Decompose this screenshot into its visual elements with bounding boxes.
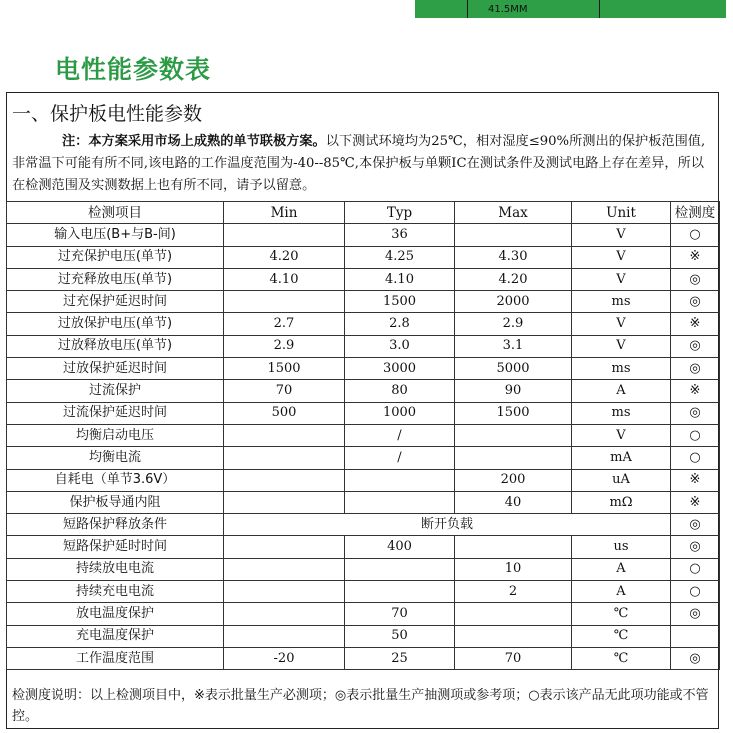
- cell-unit: ms: [572, 358, 671, 380]
- cell-level: ○: [671, 581, 720, 603]
- table-row: [7, 558, 720, 580]
- cell-min: [224, 581, 345, 603]
- cell-typ: [345, 469, 455, 491]
- table-row: [7, 603, 720, 625]
- cell-item: 持续充电电流: [7, 581, 224, 603]
- cell-max: 90: [455, 380, 572, 402]
- page-title: 电性能参数表: [55, 55, 212, 84]
- cell-min: [224, 558, 345, 580]
- cell-level: ◎: [671, 291, 720, 313]
- cell-unit: A: [572, 380, 671, 402]
- cell-item: 过放保护电压(单节): [7, 313, 224, 335]
- cell-typ: 3000: [345, 358, 455, 380]
- cell-unit: ℃: [572, 603, 671, 625]
- cell-item: 保护板导通内阻: [7, 491, 224, 513]
- section-title: 一、保护板电性能参数: [12, 103, 203, 125]
- cell-max: 4.20: [455, 268, 572, 290]
- table-row: [7, 625, 720, 647]
- cell-max: [455, 603, 572, 625]
- column-header: 检测项目: [7, 202, 224, 224]
- cell-min: 2.9: [224, 335, 345, 357]
- table-row: [7, 313, 720, 335]
- cell-max: [455, 424, 572, 446]
- column-header: 检测度: [671, 202, 720, 224]
- cell-typ: [345, 558, 455, 580]
- cell-min: [224, 491, 345, 513]
- table-row: [7, 380, 720, 402]
- cell-level: ※: [671, 313, 720, 335]
- cell-level: ◎: [671, 603, 720, 625]
- cell-typ: [345, 581, 455, 603]
- cell-max: 2.9: [455, 313, 572, 335]
- cell-typ: 1000: [345, 402, 455, 424]
- cell-max: 70: [455, 647, 572, 669]
- table-row: [7, 491, 720, 513]
- cell-unit: us: [572, 536, 671, 558]
- cell-level: ※: [671, 491, 720, 513]
- cell-typ: 4.10: [345, 268, 455, 290]
- table-row: [7, 335, 720, 357]
- cell-unit: V: [572, 268, 671, 290]
- cell-level: ※: [671, 246, 720, 268]
- table-row: [7, 268, 720, 290]
- cell-max: 10: [455, 558, 572, 580]
- table-row: [7, 581, 720, 603]
- table-row: [7, 424, 720, 446]
- column-header: Max: [455, 202, 572, 224]
- footer-legend: 检测度说明：以上检测项目中，※表示批量生产必测项；◎表示批量生产抽测项或参考项；○表示该产品无此项功能或不管控。: [12, 688, 709, 724]
- cell-level: ◎: [671, 536, 720, 558]
- cell-item: 自耗电（单节3.6V）: [7, 469, 224, 491]
- cell-item: 放电温度保护: [7, 603, 224, 625]
- table-row: [7, 358, 720, 380]
- column-header: Min: [224, 202, 345, 224]
- note-bold: 注：本方案采用市场上成熟的单节联极方案。: [62, 134, 326, 149]
- cell-unit: ℃: [572, 647, 671, 669]
- cell-unit: V: [572, 246, 671, 268]
- cell-typ: 3.0: [345, 335, 455, 357]
- cell-unit: V: [572, 224, 671, 246]
- cell-level: ※: [671, 380, 720, 402]
- cell-typ: 36: [345, 224, 455, 246]
- cell-max: [455, 536, 572, 558]
- cell-typ: /: [345, 424, 455, 446]
- cell-level: ○: [671, 424, 720, 446]
- column-header: Typ: [345, 202, 455, 224]
- cell-min: [224, 224, 345, 246]
- cell-min: 2.7: [224, 313, 345, 335]
- cell-typ: /: [345, 447, 455, 469]
- cell-max: 1500: [455, 402, 572, 424]
- cell-unit: V: [572, 313, 671, 335]
- cell-typ: 2.8: [345, 313, 455, 335]
- cell-max: 3.1: [455, 335, 572, 357]
- cell-max: [455, 625, 572, 647]
- cell-level: ◎: [671, 358, 720, 380]
- cell-merged: 断开负载: [224, 514, 671, 536]
- cell-unit: uA: [572, 469, 671, 491]
- cell-item: 均衡电流: [7, 447, 224, 469]
- cell-max: 2: [455, 581, 572, 603]
- cell-min: [224, 424, 345, 446]
- cell-item: 过充保护延迟时间: [7, 291, 224, 313]
- cell-min: 500: [224, 402, 345, 424]
- cell-item: 持续放电电流: [7, 558, 224, 580]
- cell-typ: [345, 491, 455, 513]
- cell-item: 均衡启动电压: [7, 424, 224, 446]
- cell-item: 过放释放电压(单节): [7, 335, 224, 357]
- cell-unit: mA: [572, 447, 671, 469]
- cell-typ: 25: [345, 647, 455, 669]
- cell-max: [455, 447, 572, 469]
- cell-level: ◎: [671, 402, 720, 424]
- table-row: [7, 402, 720, 424]
- cell-item: 短路保护释放条件: [7, 514, 224, 536]
- cell-min: -20: [224, 647, 345, 669]
- cell-level: ◎: [671, 647, 720, 669]
- cell-typ: 70: [345, 603, 455, 625]
- cell-min: [224, 625, 345, 647]
- cell-item: 充电温度保护: [7, 625, 224, 647]
- cell-item: 过充释放电压(单节): [7, 268, 224, 290]
- cell-level: ◎: [671, 335, 720, 357]
- cell-min: 1500: [224, 358, 345, 380]
- top-dimension-label: 41.5MM: [467, 0, 600, 18]
- column-header: Unit: [572, 202, 671, 224]
- cell-level: ○: [671, 224, 720, 246]
- cell-min: 4.20: [224, 246, 345, 268]
- table-row: [7, 246, 720, 268]
- cell-item: 短路保护延时时间: [7, 536, 224, 558]
- cell-max: 2000: [455, 291, 572, 313]
- cell-unit: V: [572, 335, 671, 357]
- table-row: [7, 469, 720, 491]
- table-row: [7, 291, 720, 313]
- cell-min: [224, 447, 345, 469]
- cell-item: 工作温度范围: [7, 647, 224, 669]
- cell-max: [455, 224, 572, 246]
- cell-min: [224, 603, 345, 625]
- cell-level: ◎: [671, 514, 720, 536]
- cell-min: [224, 469, 345, 491]
- cell-unit: A: [572, 581, 671, 603]
- note-text: 以下测试环境均为25℃，相对湿度≤90%所测出的保护板范围值,非常温下可能有所不同,该电路的工作温度范围为-40--85℃,本保护板与单颗IC在测试条件及测试电路上存在差异，所以在检测范围及实测数据上也有所不同，请予以留意。: [12, 134, 706, 193]
- cell-item: 过充保护电压(单节): [7, 246, 224, 268]
- cell-min: [224, 291, 345, 313]
- parameter-table: [6, 201, 720, 670]
- cell-item: 输入电压(B+与B-间): [7, 224, 224, 246]
- cell-unit: A: [572, 558, 671, 580]
- cell-typ: 50: [345, 625, 455, 647]
- cell-item: 过流保护延迟时间: [7, 402, 224, 424]
- cell-unit: ms: [572, 402, 671, 424]
- cell-max: 40: [455, 491, 572, 513]
- table-row: [7, 514, 720, 536]
- table-row: [7, 647, 720, 669]
- cell-typ: 80: [345, 380, 455, 402]
- cell-level: ○: [671, 558, 720, 580]
- note-paragraph: [12, 131, 716, 197]
- cell-unit: ms: [572, 291, 671, 313]
- cell-typ: 400: [345, 536, 455, 558]
- cell-unit: V: [572, 424, 671, 446]
- cell-typ: 1500: [345, 291, 455, 313]
- cell-level: ※: [671, 469, 720, 491]
- cell-unit: ℃: [572, 625, 671, 647]
- cell-min: 70: [224, 380, 345, 402]
- cell-level: ◎: [671, 268, 720, 290]
- table-header-row: [7, 202, 720, 224]
- cell-min: [224, 536, 345, 558]
- cell-max: 200: [455, 469, 572, 491]
- cell-max: 5000: [455, 358, 572, 380]
- cell-level: ○: [671, 447, 720, 469]
- cell-unit: mΩ: [572, 491, 671, 513]
- cell-item: 过流保护: [7, 380, 224, 402]
- cell-typ: 4.25: [345, 246, 455, 268]
- cell-level: [671, 625, 720, 647]
- cell-max: 4.30: [455, 246, 572, 268]
- cell-min: 4.10: [224, 268, 345, 290]
- table-row: [7, 536, 720, 558]
- table-row: [7, 224, 720, 246]
- table-row: [7, 447, 720, 469]
- cell-item: 过放保护延迟时间: [7, 358, 224, 380]
